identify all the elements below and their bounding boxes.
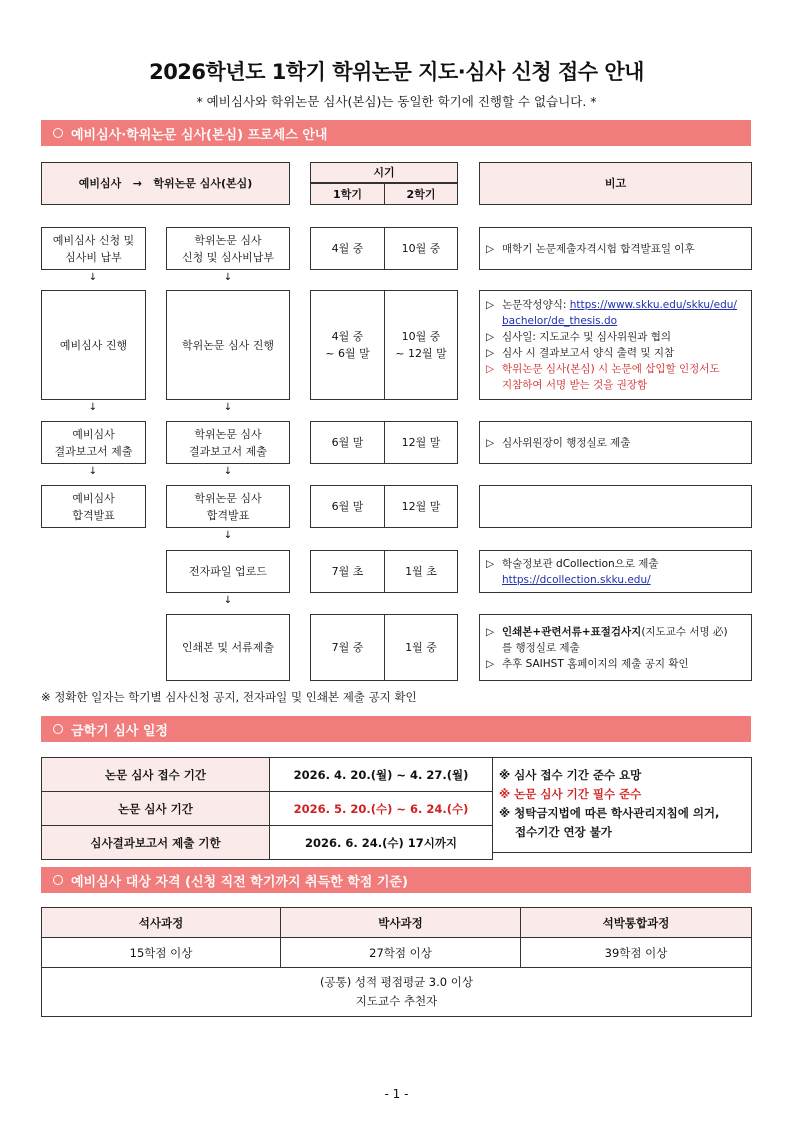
- note-report: ▷ 심사위원장이 행정실로 제출: [479, 421, 752, 464]
- column-header: 석박통합과정: [521, 908, 752, 938]
- sem2-report: 12월 말: [384, 421, 458, 464]
- process-footnote: ※ 정확한 일자는 학기별 심사신청 공지, 전자파일 및 인쇄본 제출 공지 확인: [41, 690, 417, 704]
- table-cell: 27학점 이상: [281, 938, 521, 968]
- section-process-heading: 예비심사·학위논문 심사(본심) 프로세스 안내: [41, 120, 751, 146]
- page-number: - 1 -: [384, 1087, 409, 1101]
- column-header: 석사과정: [42, 908, 281, 938]
- sem1-report: 6월 말: [310, 421, 385, 464]
- schedule-label: 논문 심사 기간: [42, 792, 270, 826]
- down-arrow-icon: ↓: [88, 466, 98, 477]
- down-arrow-icon: ↓: [223, 595, 233, 606]
- header-note: 비고: [479, 162, 752, 205]
- down-arrow-icon: ↓: [223, 272, 233, 283]
- header-sem1: 1학기: [310, 183, 385, 205]
- sem1-progress: 4월 중 ~ 6월 말: [310, 290, 385, 400]
- thesis-format-link[interactable]: https://www.skku.edu/skku/edu/: [569, 299, 737, 311]
- main-step-report: 학위논문 심사 결과보고서 제출: [166, 421, 290, 464]
- circle-bullet-icon: [53, 875, 63, 885]
- dcollection-link[interactable]: https://dcollection.skku.edu/: [502, 573, 651, 586]
- note-upload: ▷ 학술정보관 dCollection으로 제출 https://dcollection.skku.edu/: [479, 550, 752, 593]
- common-criteria: (공통) 성적 평점평균 3.0 이상 지도교수 추천자: [42, 968, 752, 1017]
- down-arrow-icon: ↓: [88, 272, 98, 283]
- pre-step-report: 예비심사 결과보고서 제출: [41, 421, 146, 464]
- table-row: [42, 826, 493, 860]
- schedule-notes: ※ 심사 접수 기간 준수 요망 ※ 논문 심사 기간 필수 준수 ※ 청탁금지법에 따른 학사관리지침에 의거, 접수기간 연장 불가: [492, 757, 752, 853]
- down-arrow-icon: ↓: [223, 402, 233, 413]
- table-cell: 15학점 이상: [42, 938, 281, 968]
- header-sem2: 2학기: [384, 183, 458, 205]
- sem2-upload: 1월 초: [384, 550, 458, 593]
- note-apply: ▷ 매학기 논문제출자격시험 합격발표일 이후: [479, 227, 752, 270]
- sem2-progress: 10월 중 ~ 12월 말: [384, 290, 458, 400]
- schedule-value: 2026. 4. 20.(월) ~ 4. 27.(월): [270, 758, 493, 792]
- main-step-result: 학위논문 심사 합격발표: [166, 485, 290, 528]
- thesis-format-link-cont[interactable]: bachelor/de_thesis.do: [502, 315, 618, 327]
- header-flow: 예비심사 → 학위논문 심사(본심): [41, 162, 290, 205]
- down-arrow-icon: ↓: [223, 530, 233, 541]
- table-row: [42, 792, 493, 826]
- table-row: [42, 908, 752, 938]
- page-subtitle: * 예비심사와 학위논문 심사(본심)는 동일한 학기에 진행할 수 없습니다. *: [196, 94, 597, 109]
- sem1-print: 7월 중: [310, 614, 385, 681]
- page-title: 2026학년도 1학기 학위논문 지도·심사 신청 접수 안내: [149, 60, 644, 84]
- section-eligibility-heading: 예비심사 대상 자격 (신청 직전 학기까지 취득한 학점 기준): [41, 867, 751, 893]
- pre-step-progress: 예비심사 진행: [41, 290, 146, 400]
- down-arrow-icon: ↓: [223, 466, 233, 477]
- down-arrow-icon: ↓: [88, 402, 98, 413]
- sem1-upload: 7월 초: [310, 550, 385, 593]
- schedule-label: 심사결과보고서 제출 기한: [42, 826, 270, 860]
- sem2-print: 1월 중: [384, 614, 458, 681]
- schedule-value: 2026. 6. 24.(수) 17시까지: [270, 826, 493, 860]
- table-row: [42, 758, 493, 792]
- column-header: 박사과정: [281, 908, 521, 938]
- main-step-progress: 학위논문 심사 진행: [166, 290, 290, 400]
- sem1-apply: 4월 중: [310, 227, 385, 270]
- main-step-apply: 학위논문 심사 신청 및 심사비납부: [166, 227, 290, 270]
- section-schedule-heading: 금학기 심사 일정: [41, 716, 751, 742]
- schedule-table: [41, 757, 493, 860]
- circle-bullet-icon: [53, 128, 63, 138]
- main-step-print: 인쇄본 및 서류제출: [166, 614, 290, 681]
- schedule-label: 논문 심사 접수 기간: [42, 758, 270, 792]
- pre-step-apply: 예비심사 신청 및 심사비 납부: [41, 227, 146, 270]
- note-print: ▷ 인쇄본+관련서류+표절검사지(지도교수 서명 必) 를 행정실로 제출 ▷ 추후 SAIHST 홈페이지의 제출 공지 확인: [479, 614, 752, 681]
- table-row: [42, 968, 752, 1017]
- note-result: [479, 485, 752, 528]
- table-row: [42, 938, 752, 968]
- sem1-result: 6월 말: [310, 485, 385, 528]
- table-cell: 39학점 이상: [521, 938, 752, 968]
- sem2-result: 12월 말: [384, 485, 458, 528]
- note-progress: ▷ 논문작성양식: https://www.skku.edu/skku/edu/ bachelor/de_thesis.do ▷ 심사일: 지도교수 및 심사위원과 협의 ▷ 심사 시 결과보고서 양식 출력 및 지참 ▷ 학위논문 심사(본심) 시 논문에 삽입할 인정서도 지참하여 서명 받는 것을 권장함: [479, 290, 752, 400]
- pre-step-result: 예비심사 합격발표: [41, 485, 146, 528]
- eligibility-table: [41, 907, 752, 1017]
- circle-bullet-icon: [53, 724, 63, 734]
- sem2-apply: 10월 중: [384, 227, 458, 270]
- header-period: 시기: [310, 162, 458, 183]
- schedule-value-highlight: 2026. 5. 20.(수) ~ 6. 24.(수): [270, 792, 493, 826]
- main-step-upload: 전자파일 업로드: [166, 550, 290, 593]
